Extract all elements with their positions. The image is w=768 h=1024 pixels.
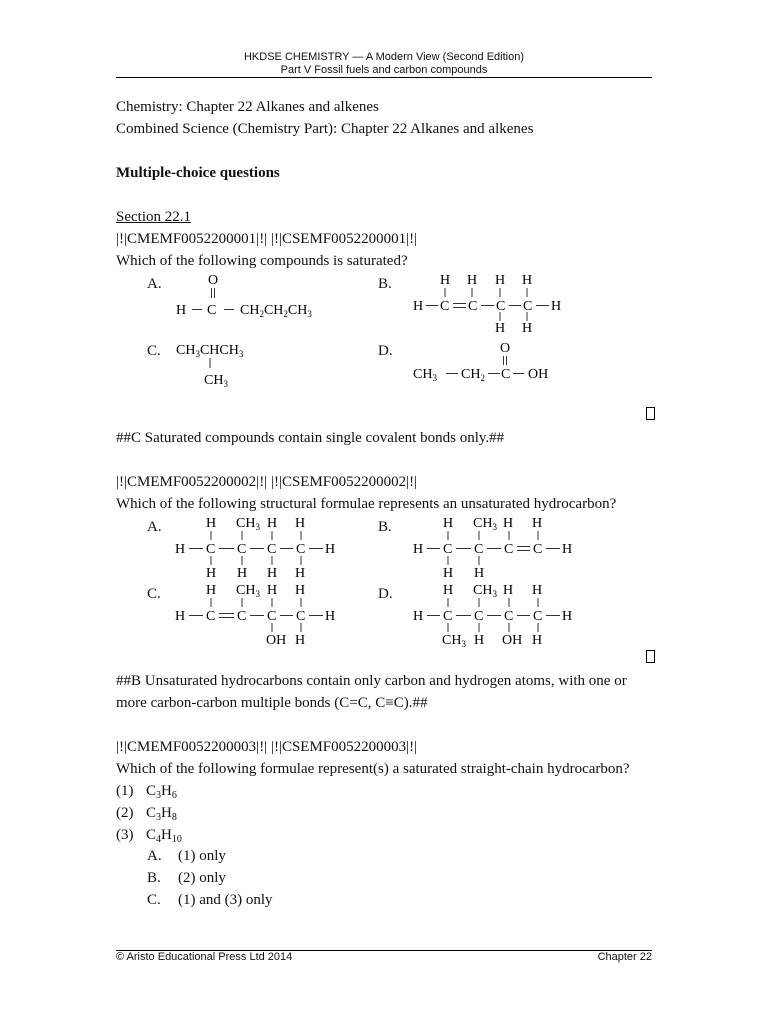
- q3-option-b-text: (2) only: [178, 870, 226, 886]
- q2-structure-a: [170, 513, 350, 581]
- svg-text:H: H: [413, 609, 424, 624]
- q3-code: |!|CMEMF0052200003|!| |!|CSEMF0052200003|!|: [116, 739, 418, 755]
- svg-text:H: H: [325, 609, 336, 624]
- q1-structure-a: [170, 270, 360, 326]
- svg-text:CH3: $CH_3$: [236, 516, 260, 532]
- q2-option-b-label: B.: [378, 519, 392, 535]
- svg-text:C: C: [206, 542, 216, 557]
- section-heading: Multiple-choice questions: [116, 165, 280, 181]
- q1-option-c-label: C.: [147, 343, 161, 359]
- svg-text:H: H: [443, 583, 454, 598]
- svg-text:H: H: [495, 273, 506, 288]
- svg-text:CH3: $CH_3$: [473, 516, 497, 532]
- svg-text:C: C: [474, 542, 484, 557]
- svg-text:C: C: [206, 609, 216, 624]
- q2-structure-b: [408, 513, 588, 581]
- svg-text:CH3: $CH_3$: [473, 583, 497, 599]
- q2-answer-line2: more carbon-carbon multiple bonds (C=C, C≡C).##: [116, 695, 428, 711]
- q3-item-1: (1) $C_3H_6$: [116, 783, 177, 801]
- svg-text:H: H: [551, 299, 562, 314]
- svg-text:CH2: $CH_2$: [461, 367, 485, 383]
- q1-option-a-label: A.: [147, 276, 162, 292]
- svg-text:OH: OH: [266, 633, 287, 648]
- q2-structure-d: [408, 580, 588, 648]
- svg-text:H: H: [206, 516, 217, 531]
- intro-combined-science: Combined Science (Chemistry Part): Chapter 22 Alkanes and alkenes: [116, 121, 534, 137]
- q3-option-b-label: B.: [147, 870, 161, 886]
- svg-text:CH3: $CH_3$: [236, 583, 260, 599]
- q1-structure-d: [408, 336, 568, 386]
- svg-text:H: H: [237, 566, 248, 581]
- svg-text:H: H: [495, 321, 506, 336]
- svg-text:H: H: [413, 299, 424, 314]
- svg-text:H: H: [295, 583, 306, 598]
- svg-text:H: H: [413, 542, 424, 557]
- section-label: Section 22.1: [116, 209, 191, 225]
- q3-item-2-formula: $C_3H_8$: [146, 805, 177, 823]
- header-rule: [116, 77, 652, 78]
- svg-text:H: H: [532, 583, 543, 598]
- svg-text:C: C: [443, 542, 453, 557]
- q2-code: |!|CMEMF0052200002|!| |!|CSEMF0052200002|!|: [116, 474, 418, 490]
- svg-text:C: C: [533, 542, 543, 557]
- header-title: HKDSE CHEMISTRY — A Modern View (Second Edition): [243, 51, 524, 63]
- svg-text:H: H: [325, 542, 336, 557]
- svg-text:H: H: [443, 516, 454, 531]
- svg-text:CH3: $CH_3$: [413, 367, 437, 383]
- svg-text:H: H: [474, 566, 485, 581]
- svg-text:H: H: [267, 516, 278, 531]
- q3-item-1-formula: $C_3H_6$: [146, 783, 177, 801]
- intro-chemistry: Chemistry: Chapter 22 Alkanes and alkenes: [116, 99, 379, 115]
- q1-option-b-label: B.: [378, 276, 392, 292]
- q3-item-3-formula: $C_4H_{10}$: [146, 827, 182, 845]
- q1-structure-c: [172, 338, 272, 392]
- svg-text:H: H: [532, 633, 543, 648]
- svg-text:H: H: [175, 542, 186, 557]
- svg-text:C: C: [474, 609, 484, 624]
- svg-text:H: H: [532, 516, 543, 531]
- svg-text:H: H: [267, 583, 278, 598]
- svg-text:H: H: [295, 633, 306, 648]
- q1-code: |!|CMEMF0052200001|!| |!|CSEMF0052200001|!|: [116, 231, 418, 247]
- svg-text:H: H: [295, 566, 306, 581]
- svg-text:H: H: [562, 542, 573, 557]
- svg-text:C: C: [523, 299, 533, 314]
- svg-text:C: C: [267, 609, 277, 624]
- q2-answer-line1: ##B Unsaturated hydrocarbons contain only carbon and hydrogen atoms, with one or: [116, 673, 627, 689]
- q3-question: Which of the following formulae represent(s) a saturated straight-chain hydrocarbon?: [116, 761, 630, 777]
- svg-text:H: H: [176, 303, 187, 318]
- svg-text:O: O: [500, 341, 511, 356]
- q3-option-a-label: A.: [147, 848, 162, 864]
- footer-chapter: Chapter 22: [597, 951, 652, 963]
- svg-text:H: H: [467, 273, 478, 288]
- svg-text:C: C: [504, 609, 514, 624]
- svg-text:C: C: [237, 542, 247, 557]
- svg-text:H: H: [295, 516, 306, 531]
- svg-text:H: H: [443, 566, 454, 581]
- svg-text:H: H: [175, 609, 186, 624]
- svg-text:CH3: $CH_3$: [442, 633, 466, 648]
- svg-text:C: C: [267, 542, 277, 557]
- svg-text:C: C: [296, 609, 306, 624]
- svg-text:C: C: [533, 609, 543, 624]
- svg-text:CH2CH2CH3: $CH_2CH_2CH_3$: [240, 303, 312, 319]
- svg-text:C: C: [237, 609, 247, 624]
- q3-option-c-text: (1) and (3) only: [178, 892, 273, 908]
- svg-text:OH: OH: [528, 367, 549, 382]
- svg-text:H: H: [206, 583, 217, 598]
- svg-text:OH: OH: [502, 633, 523, 648]
- footer-copyright: © Aristo Educational Press Ltd 2014: [116, 951, 293, 963]
- q2-option-a-label: A.: [147, 519, 162, 535]
- svg-text:C: C: [501, 367, 511, 382]
- svg-text:H: H: [267, 566, 278, 581]
- svg-text:C: C: [504, 542, 514, 557]
- svg-text:CH3: $CH_3$: [204, 373, 228, 389]
- q1-structure-b: [408, 270, 568, 338]
- q2-option-c-label: C.: [147, 586, 161, 602]
- svg-text:H: H: [206, 566, 217, 581]
- svg-text:H: H: [440, 273, 451, 288]
- svg-text:H: H: [522, 273, 533, 288]
- q3-item-3: (3) $C_4H_{10}$: [116, 827, 182, 845]
- q3-option-a-text: (1) only: [178, 848, 226, 864]
- svg-text:H: H: [503, 516, 514, 531]
- q1-answer: ##C Saturated compounds contain single covalent bonds only.##: [116, 430, 505, 446]
- svg-text:H: H: [522, 321, 533, 336]
- svg-text:C: C: [207, 303, 217, 318]
- q2-structure-c: [170, 580, 350, 648]
- svg-text:C: C: [496, 299, 506, 314]
- svg-text:CH3CHCH3: $CH_3CHCH_3$: [176, 343, 244, 359]
- header-subtitle: Part V Fossil fuels and carbon compounds: [280, 64, 488, 76]
- q3-option-c-label: C.: [147, 892, 161, 908]
- svg-text:H: H: [562, 609, 573, 624]
- q1-question: Which of the following compounds is saturated?: [116, 253, 408, 269]
- svg-text:C: C: [296, 542, 306, 557]
- flag-icon: [646, 650, 655, 663]
- svg-text:H: H: [474, 633, 485, 648]
- svg-text:O: O: [208, 273, 219, 288]
- svg-text:C: C: [443, 609, 453, 624]
- q2-question: Which of the following structural formulae represents an unsaturated hydrocarbon?: [116, 496, 617, 512]
- q1-option-d-label: D.: [378, 343, 393, 359]
- svg-text:C: C: [440, 299, 450, 314]
- flag-icon: [646, 407, 655, 420]
- q2-option-d-label: D.: [378, 586, 393, 602]
- svg-text:C: C: [468, 299, 478, 314]
- svg-text:H: H: [503, 583, 514, 598]
- q3-item-2: (2) $C_3H_8$: [116, 805, 177, 823]
